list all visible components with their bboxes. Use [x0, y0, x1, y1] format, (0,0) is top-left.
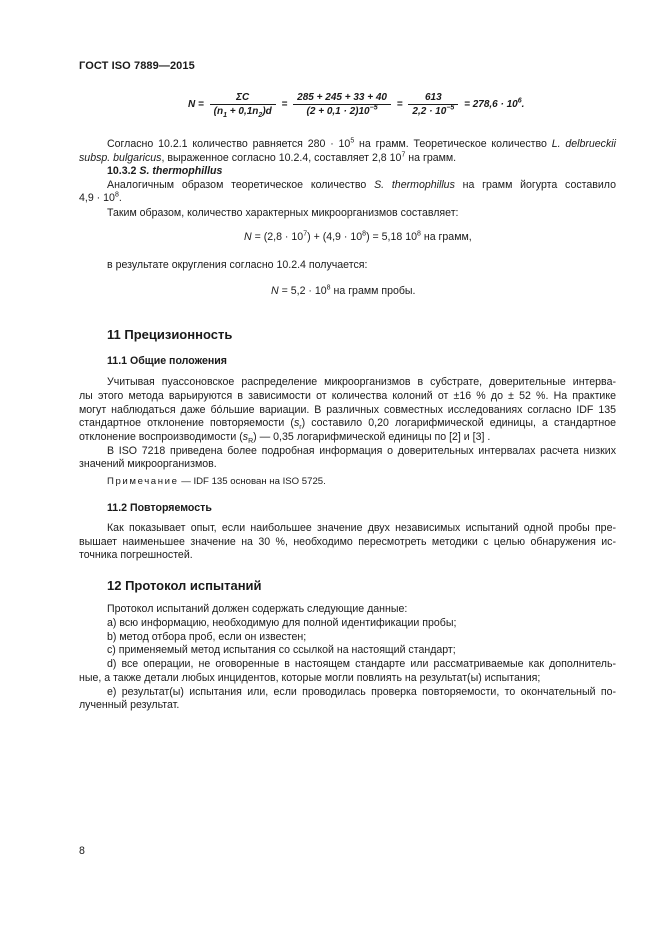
formula-fraction-3: [408, 92, 458, 117]
formula-result: = $278,6 \cdot 10^6$.: [464, 97, 525, 110]
formula-fraction-2: [293, 92, 391, 117]
section-11-1-line-4: стандартное отклонение повторяемости $(s_r)$ составило 0,20 логарифмической единицы, а стандартное: [79, 417, 616, 432]
note-text: — IDF 135 основан на ISO 5725.: [178, 476, 326, 487]
formula-equals-3: =: [396, 99, 403, 110]
section-11-2-line-2: вышает наименьшее значение на 30 %, необходимо пересмотреть методики с целью обнаружения ис-: [79, 536, 616, 548]
formula-sum: $N = (2,8 \cdot 10^7) + (4,9 \cdot 10^8) = 5,18$ $10^8$ на грамм,: [244, 230, 472, 243]
section-11-1-p2-line-1: В ISO 7218 приведена более подробная информация о доверительных интервалах расчета низких: [107, 445, 616, 457]
protocol-item-e-line-1: e) результат(ы) испытания или, если проводилась проверка повторяемости, то окончательный по-: [107, 686, 616, 698]
protocol-item-d-line-2: ные, а также детали любых инцидентов, которые могли повлиять на результат(ы) испытания;: [79, 672, 541, 684]
paragraph-rounding: в результате округления согласно 10.2.4 получается:: [107, 259, 368, 271]
subsection-10-3-2-heading: 10.3.2 S. thermophillus: [107, 165, 223, 177]
fraction-1-denominator: $(n_1 + 0,1n_2)d$: [213, 106, 272, 119]
page-number: 8: [79, 845, 85, 857]
protocol-item-a: a) всю информацию, необходимую для полной идентификации пробы;: [107, 617, 457, 629]
section-12-title: 12 Протокол испытаний: [107, 578, 262, 593]
formula-lhs: N: [188, 99, 196, 110]
fraction-2-denominator: $(2 + 0,1 \cdot 2)10^{-5}$: [306, 104, 378, 117]
fraction-2-numerator: 285 + 245 + 33 + 40: [293, 92, 391, 105]
subsection-10-3-2-line-2: $4,9 \cdot 10^8$.: [79, 191, 122, 204]
section-11-1-p2-line-2: значений микроорганизмов.: [79, 458, 217, 470]
section-11-2-line-1: Как показывает опыт, если наибольшее значение двух независимых испытаний одной пробы пре-: [107, 522, 616, 534]
paragraph-count-line-1: Согласно 10.2.1 количество равняется $280 \cdot 10^5$ на грамм. Теоретическое количество L. delbrueckii: [107, 137, 616, 150]
formula-equals: =: [198, 99, 204, 110]
subsection-10-3-2-line-1: Аналогичным образом теоретическое количество S. thermophillus на грамм йогурта составило: [107, 179, 616, 191]
protocol-item-c: c) применяемый метод испытания со ссылкой на настоящий стандарт;: [107, 644, 456, 656]
formula-rounded: $N = 5,2 \cdot 10^8$ на грамм пробы.: [271, 284, 416, 297]
protocol-item-e-line-2: лученный результат.: [79, 699, 180, 711]
section-11-1-line-1: Учитывая пуассоновское распределение микроорганизмов в субстрате, доверительные интерва-: [107, 376, 616, 388]
section-12-intro: Протокол испытаний должен содержать следующие данные:: [107, 603, 408, 615]
fraction-3-numerator: 613: [408, 92, 458, 105]
section-11-1-title: 11.1 Общие положения: [107, 355, 227, 367]
section-11-title: 11 Прецизионность: [107, 327, 233, 342]
section-11-1-line-5: отклонение воспроизводимости $(s_R)$ — 0,35 логарифмической единицы по [2] и [3] .: [79, 431, 491, 446]
section-11-2-line-3: точника погрешностей.: [79, 549, 193, 561]
protocol-item-d-line-1: d) все операции, не оговоренные в настоящем стандарте или рассматриваемые как дополнитель-: [107, 658, 616, 670]
section-11-1-line-2: лы этого метода варьируются в зависимости от количества колоний от ±16 % до ± 52 %. На практике: [79, 390, 616, 402]
fraction-3-denominator: $2,2 \cdot 10^{-5}$: [412, 104, 455, 117]
formula-equals-2: =: [281, 99, 288, 110]
protocol-item-b: b) метод отбора проб, если он известен;: [107, 631, 307, 643]
note-label: Примечание: [107, 476, 179, 487]
formula-fraction-1: [210, 92, 276, 117]
document-header: ГОСТ ISO 7889—2015: [79, 60, 195, 72]
note: [107, 474, 326, 489]
section-11-1-line-3: могут наблюдаться даже бо́льшие вариации. В различных совместных исследованиях согласно IDF 135: [79, 404, 616, 416]
fraction-1-numerator: ΣC: [210, 92, 276, 105]
main-formula: [188, 92, 524, 117]
section-11-2-title: 11.2 Повторяемость: [107, 502, 212, 514]
paragraph-total: Таким образом, количество характерных микроорганизмов составляет:: [107, 207, 459, 219]
paragraph-count-line-2: subsp. bulgaricus, выраженное согласно 10.2.4, составляет 2,8 $10^7$ на грамм.: [79, 151, 457, 164]
